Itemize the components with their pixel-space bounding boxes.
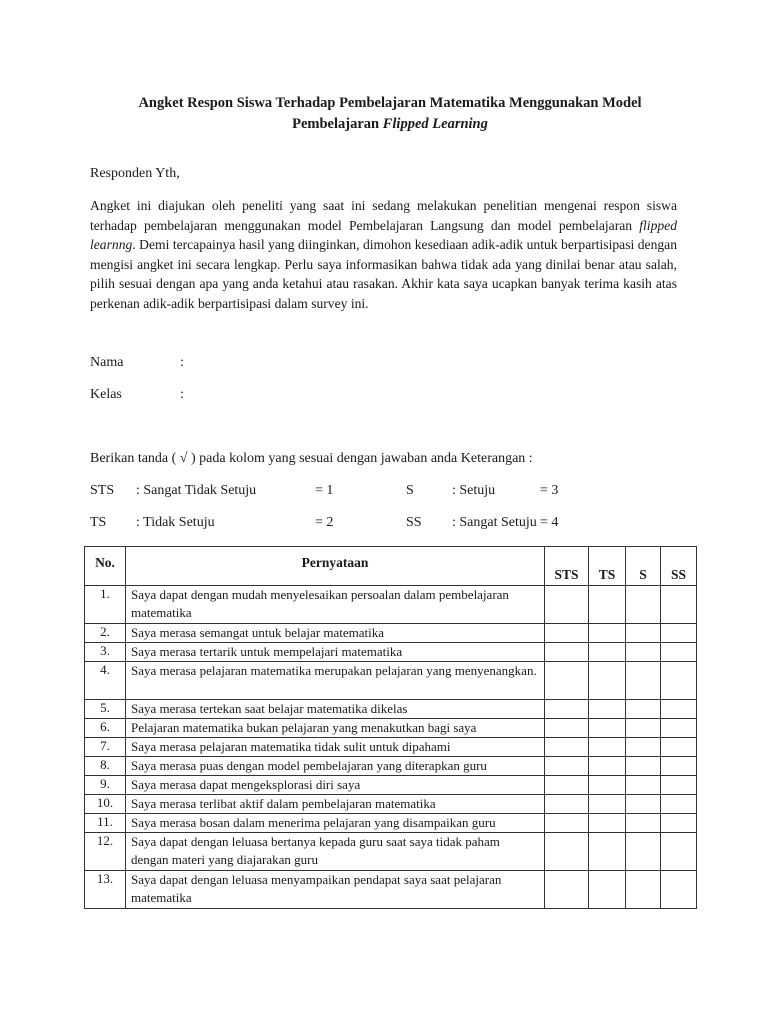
- table-row: [85, 757, 697, 776]
- answer-cell-ss[interactable]: [661, 586, 697, 624]
- answer-cell-s[interactable]: [626, 643, 661, 662]
- answer-cell-sts[interactable]: [545, 643, 589, 662]
- legend-ss-desc: : Sangat Setuju: [452, 515, 537, 530]
- answer-cell-ss[interactable]: [661, 776, 697, 795]
- instruction-text: Berikan tanda ( √ ) pada kolom yang sesuai dengan jawaban anda Keterangan :: [90, 451, 533, 466]
- nama-label: Nama: [90, 355, 124, 370]
- questionnaire-table: [84, 546, 697, 909]
- answer-cell-ts[interactable]: [589, 643, 626, 662]
- header-statement: Pernyataan: [126, 547, 545, 586]
- row-statement: Saya merasa terlibat aktif dalam pembelajaran matematika: [126, 795, 545, 814]
- legend-s-desc: : Setuju: [452, 483, 496, 498]
- legend-ss-value: = 4: [540, 515, 559, 530]
- answer-cell-sts[interactable]: [545, 624, 589, 643]
- row-statement: Pelajaran matematika bukan pelajaran yang menakutkan bagi saya: [126, 719, 545, 738]
- answer-cell-ss[interactable]: [661, 738, 697, 757]
- answer-cell-sts[interactable]: [545, 700, 589, 719]
- row-statement: Saya merasa tertekan saat belajar matematika dikelas: [126, 700, 545, 719]
- row-statement: Saya merasa tertarik untuk mempelajari matematika: [126, 643, 545, 662]
- answer-cell-ts[interactable]: [589, 586, 626, 624]
- answer-cell-ts[interactable]: [589, 833, 626, 871]
- answer-cell-sts[interactable]: [545, 871, 589, 909]
- answer-cell-ts[interactable]: [589, 662, 626, 700]
- legend-ts-desc: : Tidak Setuju: [136, 515, 215, 530]
- answer-cell-s[interactable]: [626, 700, 661, 719]
- legend-sts-code: STS: [90, 483, 115, 498]
- row-number: 3.: [85, 643, 126, 662]
- answer-cell-ss[interactable]: [661, 814, 697, 833]
- table-row: [85, 833, 697, 871]
- legend-sts-desc: : Sangat Tidak Setuju: [136, 483, 257, 498]
- row-statement: Saya merasa dapat mengeksplorasi diri saya: [126, 776, 545, 795]
- nama-colon: :: [180, 355, 184, 370]
- answer-cell-ss[interactable]: [661, 662, 697, 700]
- header-ts: TS: [589, 547, 626, 586]
- row-statement: Saya merasa semangat untuk belajar matematika: [126, 624, 545, 643]
- table-header-row: [85, 547, 697, 586]
- row-number: 2.: [85, 624, 126, 643]
- table-row: [85, 738, 697, 757]
- row-number: 4.: [85, 662, 126, 700]
- answer-cell-ts[interactable]: [589, 757, 626, 776]
- title-line-1: Angket Respon Siswa Terhadap Pembelajaran Matematika Menggunakan Model: [138, 95, 642, 111]
- legend-s-code: S: [406, 483, 414, 498]
- row-number: 6.: [85, 719, 126, 738]
- legend-ts-code: TS: [90, 515, 107, 530]
- answer-cell-s[interactable]: [626, 757, 661, 776]
- answer-cell-ss[interactable]: [661, 757, 697, 776]
- header-no: No.: [85, 547, 126, 586]
- table-row: [85, 795, 697, 814]
- table-row: [85, 814, 697, 833]
- row-number: 1.: [85, 586, 126, 624]
- table-row: [85, 624, 697, 643]
- table-row: [85, 662, 697, 700]
- legend-sts-value: = 1: [315, 483, 334, 498]
- answer-cell-sts[interactable]: [545, 757, 589, 776]
- header-sts: STS: [545, 547, 589, 586]
- answer-cell-s[interactable]: [626, 795, 661, 814]
- title-line-2: [84, 114, 696, 135]
- answer-cell-s[interactable]: [626, 662, 661, 700]
- answer-cell-ss[interactable]: [661, 700, 697, 719]
- title-line-2-prefix: Pembelajaran: [292, 116, 383, 132]
- row-statement: Saya dapat dengan leluasa menyampaikan pendapat saya saat pelajaran matematika: [126, 871, 545, 909]
- legend-s-value: = 3: [540, 483, 559, 498]
- table-row: [85, 700, 697, 719]
- answer-cell-s[interactable]: [626, 719, 661, 738]
- row-number: 13.: [85, 871, 126, 909]
- row-statement: Saya merasa pelajaran matematika merupakan pelajaran yang menyenangkan.: [126, 662, 545, 700]
- table-row: [85, 586, 697, 624]
- answer-cell-sts[interactable]: [545, 738, 589, 757]
- kelas-label: Kelas: [90, 387, 122, 402]
- answer-cell-ts[interactable]: [589, 738, 626, 757]
- row-number: 8.: [85, 757, 126, 776]
- intro-part-1: Angket ini diajukan oleh peneliti yang saat ini sedang melakukan penelitian mengenai respon siswa terhadap pembelajaran menggunakan model Pembelajaran Langsung dan model pembelajaran: [90, 198, 677, 233]
- answer-cell-sts[interactable]: [545, 719, 589, 738]
- table-row: [85, 871, 697, 909]
- table-row: [85, 719, 697, 738]
- answer-cell-ss[interactable]: [661, 719, 697, 738]
- table-row: [85, 776, 697, 795]
- answer-cell-sts[interactable]: [545, 795, 589, 814]
- nama-field[interactable]: [90, 355, 184, 371]
- header-s: S: [626, 547, 661, 586]
- answer-cell-ts[interactable]: [589, 814, 626, 833]
- row-number: 10.: [85, 795, 126, 814]
- answer-cell-s[interactable]: [626, 586, 661, 624]
- row-number: 5.: [85, 700, 126, 719]
- answer-cell-s[interactable]: [626, 738, 661, 757]
- row-statement: Saya merasa pelajaran matematika tidak sulit untuk dipahami: [126, 738, 545, 757]
- row-statement: Saya dapat dengan leluasa bertanya kepada guru saat saya tidak paham dengan materi yang diajarakan guru: [126, 833, 545, 871]
- answer-cell-s[interactable]: [626, 624, 661, 643]
- row-number: 12.: [85, 833, 126, 871]
- kelas-field[interactable]: [90, 387, 184, 403]
- answer-cell-sts[interactable]: [545, 776, 589, 795]
- answer-cell-ss[interactable]: [661, 624, 697, 643]
- answer-cell-ts[interactable]: [589, 871, 626, 909]
- kelas-colon: :: [180, 387, 184, 402]
- answer-cell-ts[interactable]: [589, 700, 626, 719]
- answer-cell-s[interactable]: [626, 776, 661, 795]
- document-title: [84, 93, 696, 135]
- greeting: Responden Yth,: [90, 166, 180, 181]
- answer-cell-ss[interactable]: [661, 643, 697, 662]
- header-ss: SS: [661, 547, 697, 586]
- table-row: [85, 643, 697, 662]
- answer-cell-sts[interactable]: [545, 833, 589, 871]
- answer-cell-ts[interactable]: [589, 776, 626, 795]
- answer-cell-sts[interactable]: [545, 662, 589, 700]
- intro-paragraph: [90, 196, 677, 314]
- intro-part-2: . Demi tercapainya hasil yang diinginkan, dimohon kesediaan adik-adik untuk berpartisipasi dengan mengisi angket ini secara lengkap. Perlu saya informasikan bahwa tidak ada yang dinilai benar atau salah, pilih sesuai dengan apa yang anda ketahui atau rasakan. Akhir kata saya ucapkan banyak terima kasih atas perkenan adik-adik berpartisipasi dalam survey ini.: [90, 237, 677, 311]
- answer-cell-ts[interactable]: [589, 795, 626, 814]
- answer-cell-ss[interactable]: [661, 833, 697, 871]
- answer-cell-ts[interactable]: [589, 624, 626, 643]
- answer-cell-s[interactable]: [626, 833, 661, 871]
- title-line-2-italic: Flipped Learning: [382, 116, 488, 132]
- answer-cell-s[interactable]: [626, 814, 661, 833]
- legend-ts-value: = 2: [315, 515, 334, 530]
- row-number: 7.: [85, 738, 126, 757]
- answer-cell-ts[interactable]: [589, 719, 626, 738]
- row-number: 11.: [85, 814, 126, 833]
- answer-cell-ss[interactable]: [661, 871, 697, 909]
- answer-cell-sts[interactable]: [545, 586, 589, 624]
- row-statement: Saya merasa bosan dalam menerima pelajaran yang disampaikan guru: [126, 814, 545, 833]
- row-number: 9.: [85, 776, 126, 795]
- row-statement: Saya merasa puas dengan model pembelajaran yang diterapkan guru: [126, 757, 545, 776]
- row-statement: Saya dapat dengan mudah menyelesaikan persoalan dalam pembelajaran matematika: [126, 586, 545, 624]
- answer-cell-sts[interactable]: [545, 814, 589, 833]
- answer-cell-ss[interactable]: [661, 795, 697, 814]
- intro-italic: flipped learnng: [90, 217, 677, 253]
- answer-cell-s[interactable]: [626, 871, 661, 909]
- legend-ss-code: SS: [406, 515, 422, 530]
